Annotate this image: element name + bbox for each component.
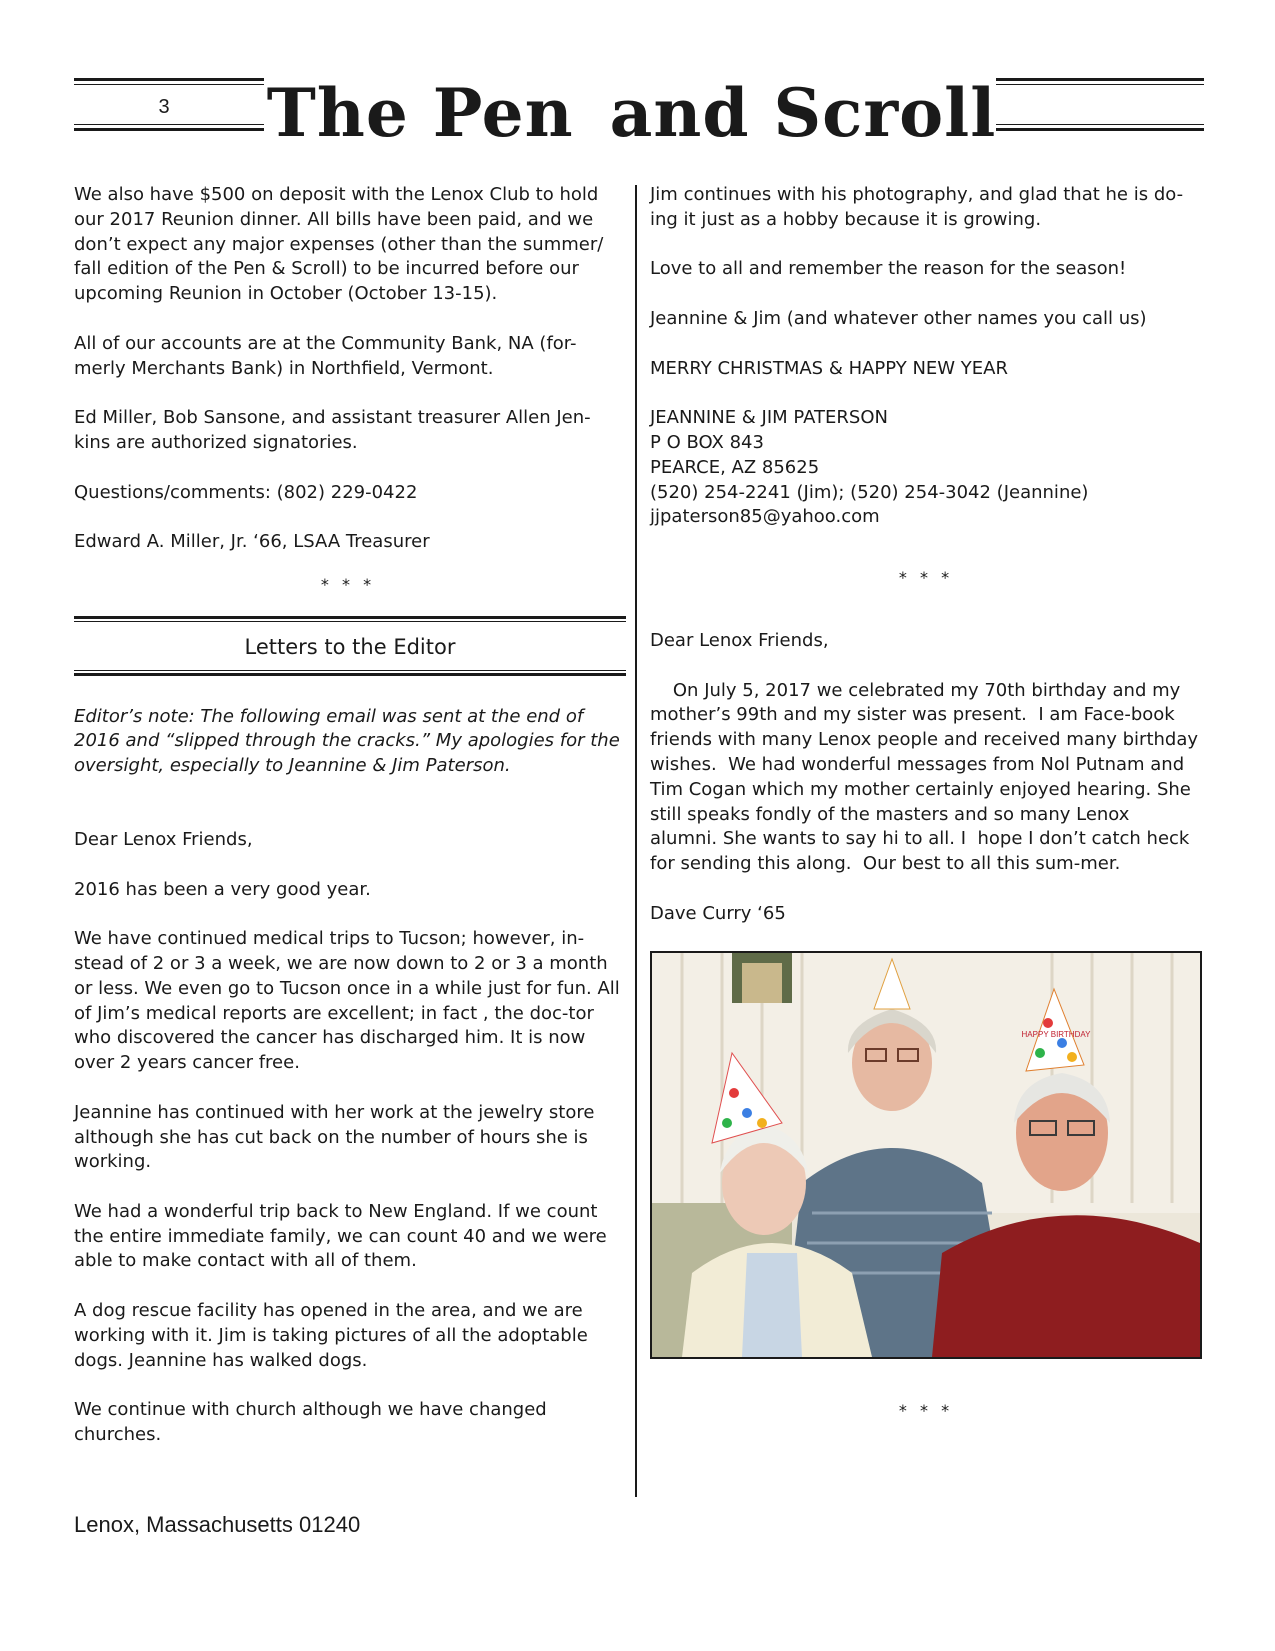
letter-paragraph-photography: Jim continues with his photography, and glad that he is do-ing it just as a hobby because it is growing.	[650, 184, 1184, 230]
letter-paragraph-jewelry: Jeannine has continued with her work at the jewelry store although she has cut back on the number of hours she is working.	[74, 1101, 595, 1173]
title-part-1: The Pen	[266, 74, 574, 152]
treasurer-paragraph-signatories: Ed Miller, Bob Sansone, and assistant treasurer Allen Jen-kins are authorized signatories.	[74, 407, 591, 453]
treasurer-paragraph-deposit: We also have $500 on deposit with the Lenox Club to hold our 2017 Reunion dinner. All bills have been paid, and we don’t expect any major expenses (other than the summer/ fall edition of the Pen & Scroll) to be incurred before our upcoming Reunion in October (October 13-15).	[74, 184, 604, 305]
title-part-2: and Scroll	[609, 74, 997, 152]
section-separator: * * *	[320, 574, 376, 594]
letter-signature-curry: Dave Curry ‘65	[650, 902, 786, 924]
left-column	[74, 183, 622, 1473]
birthday-photo-image	[652, 953, 1200, 1357]
letter-holiday-greeting: MERRY CHRISTMAS & HAPPY NEW YEAR	[650, 357, 1008, 379]
letter-paragraph-dog-rescue: A dog rescue facility has opened in the area, and we are working with it. Jim is taking pictures of all the adoptable dogs. Jeannine has walked dogs.	[74, 1300, 588, 1371]
section-heading-label: Letters to the Editor	[244, 634, 456, 659]
section-separator: * * *	[898, 568, 954, 588]
column-divider	[635, 185, 637, 1497]
masthead-rule-right	[996, 78, 1204, 134]
letter-paragraph-trip: We had a wonderful trip back to New England. If we count the entire immediate family, we can count 40 and we were able to make contact with all of them.	[74, 1200, 607, 1272]
hat-label: HAPPY BIRTHDAY	[1021, 1030, 1091, 1040]
page-number: 3	[158, 96, 170, 118]
letter-paragraph-church: We continue with church although we have changed churches.	[74, 1399, 547, 1446]
editor-note: Editor’s note: The following email was sent at the end of 2016 and “slipped through the cracks.” My apologies for the oversight, especially to Jeannine & Jim Paterson.	[74, 705, 620, 777]
birthday-photo	[650, 951, 1202, 1359]
letter-greeting: Dear Lenox Friends,	[650, 629, 829, 651]
footer-location: Lenox, Massachusetts 01240	[74, 1512, 361, 1537]
treasurer-contact: Questions/comments: (802) 229-0422	[74, 481, 418, 503]
right-column	[650, 183, 1202, 1449]
letter-paragraph-birthday: On July 5, 2017 we celebrated my 70th birthday and my mother’s 99th and my sister was present. I am Face-book friends with many Lenox people and received many birthday wishes. We had wonderful messages from Nol Putnam and Tim Cogan which my mother certainly enjoyed hearing. She still speaks fondly of the masters and so many Lenox alumni. She wants to say hi to all. I hope I don’t catch heck for sending this along. Our best to all this sum-mer.	[650, 679, 1204, 875]
letter-paragraph-names: Jeannine & Jim (and whatever other names you call us)	[650, 307, 1147, 329]
letter-paragraph-medical: We have continued medical trips to Tucson; however, in-stead of 2 or 3 a week, we are now down to 2 or 3 a month or less. We even go to Tucson once in a while just for fun. All of Jim’s medical reports are excellent; in fact , the doc-tor who discovered the cancer has discharged him. It is now over 2 years cancer free.	[74, 928, 620, 1074]
letter-paragraph-year: 2016 has been a very good year.	[74, 878, 371, 900]
newsletter-title	[266, 72, 997, 154]
masthead	[74, 72, 1204, 154]
letter-address-block: JEANNINE & JIM PATERSON P O BOX 843 PEARCE, AZ 85625 (520) 254-2241 (Jim); (520) 254-3042 (Jeannine) jjpaterson85@yahoo.com	[650, 407, 1089, 528]
letter-greeting: Dear Lenox Friends,	[74, 828, 253, 850]
treasurer-signature: Edward A. Miller, Jr. ‘66, LSAA Treasurer	[74, 531, 430, 553]
letters-section-heading	[74, 616, 626, 677]
letter-paragraph-love: Love to all and remember the reason for the season!	[650, 258, 1127, 280]
treasurer-paragraph-accounts: All of our accounts are at the Community Bank, NA (for-merly Merchants Bank) in Northfield, Vermont.	[74, 332, 577, 379]
masthead-rule-left	[74, 78, 264, 134]
section-separator: * * *	[898, 1401, 954, 1421]
